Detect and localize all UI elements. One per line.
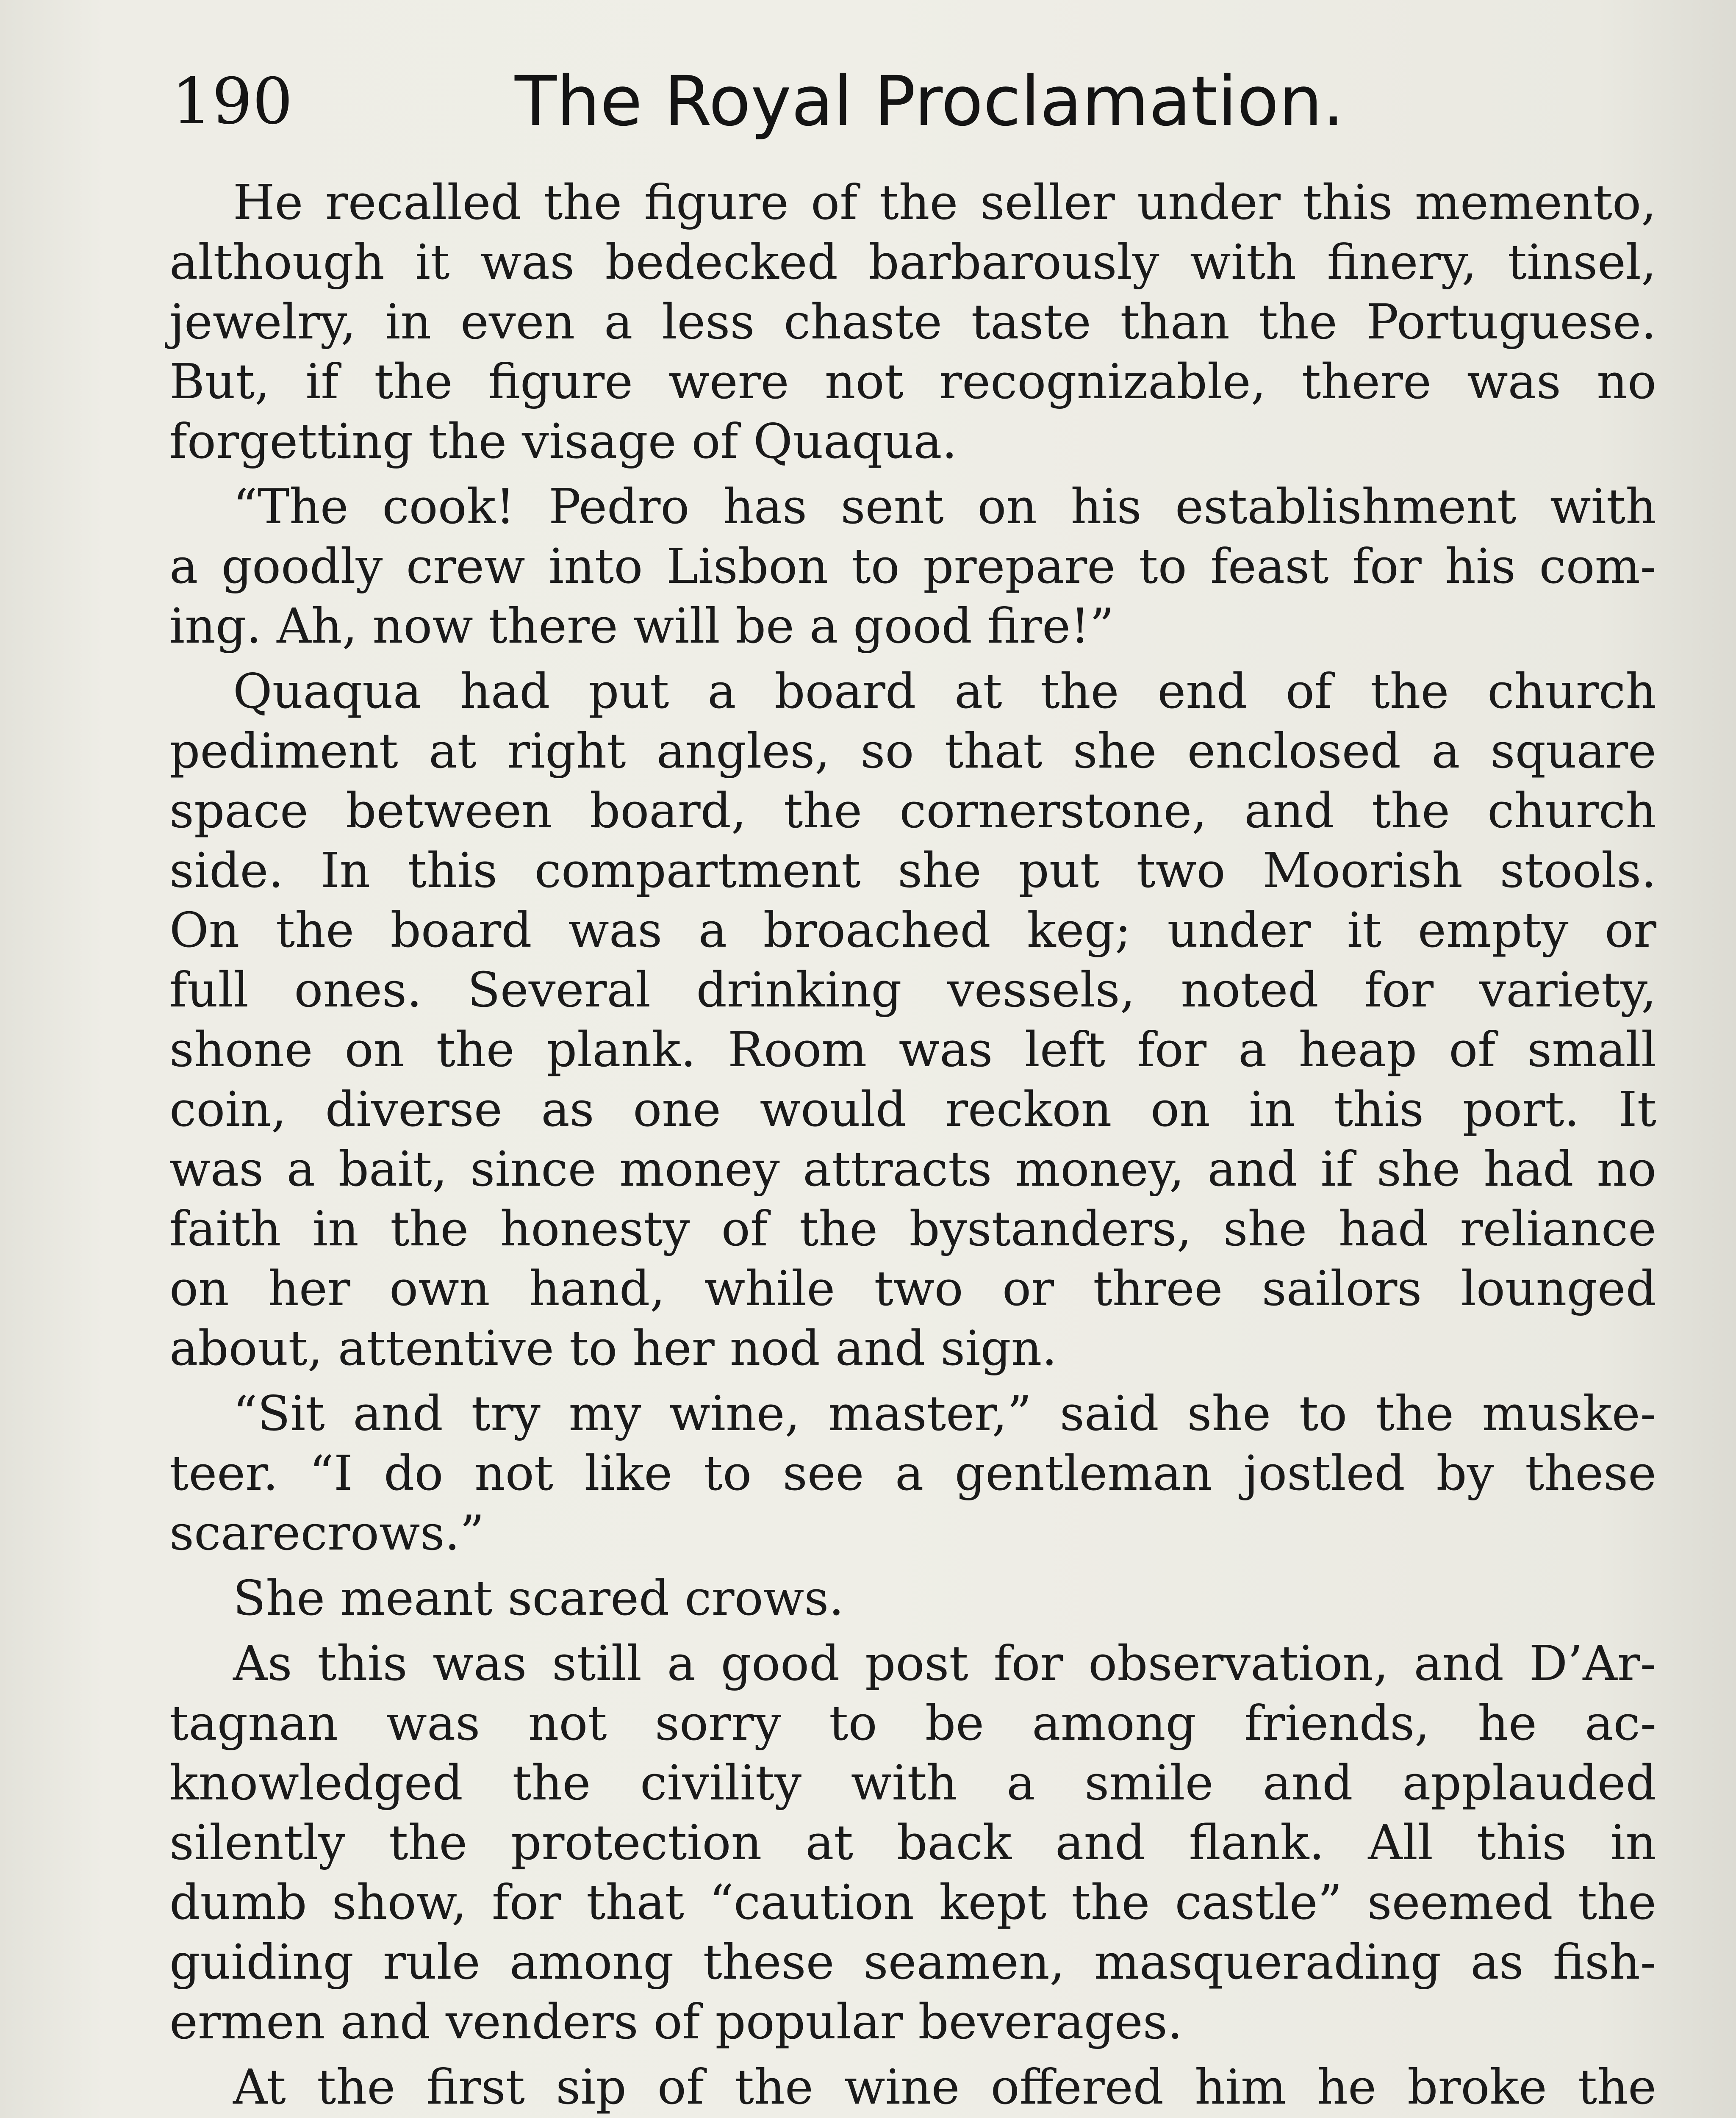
text-line: “The cook! Pedro has sent on his establishment with — [233, 479, 1656, 535]
text-line: As this was still a good post for observation, and D’Ar- — [233, 1636, 1656, 1691]
text-line: space between board, the cornerstone, and the church — [169, 783, 1656, 839]
paragraph-gap — [169, 471, 1656, 477]
paragraph-gap — [169, 1628, 1656, 1634]
running-title: The Royal Proclamation. — [515, 62, 1345, 141]
text-line: On the board was a broached keg; under it empty or — [169, 902, 1656, 958]
body-text — [169, 173, 1656, 2118]
text-line: He recalled the figure of the seller under this memento, — [233, 175, 1656, 230]
paragraph-gap — [169, 656, 1656, 662]
text-line: But, if the figure were not recognizable, there was no — [169, 354, 1656, 410]
paragraph-gap — [169, 1378, 1656, 1384]
paragraph-gap — [169, 1563, 1656, 1569]
text-line: about, attentive to her nod and sign. — [169, 1320, 1057, 1376]
text-line: scarecrows.” — [169, 1505, 485, 1561]
text-line: although it was bedecked barbarously with finery, tinsel, — [169, 234, 1656, 290]
text-line: on her own hand, while two or three sailors lounged — [169, 1261, 1656, 1317]
text-line: At the first sip of the wine offered him he broke the — [233, 2059, 1656, 2115]
text-line: pediment at right angles, so that she enclosed a square — [169, 723, 1656, 779]
text-line: side. In this compartment she put two Moorish stools. — [169, 843, 1656, 898]
text-line: guiding rule among these seamen, masquerading as fish- — [169, 1934, 1656, 1990]
text-line: was a bait, since money attracts money, and if she had no — [169, 1141, 1656, 1197]
text-line: full ones. Several drinking vessels, noted for variety, — [169, 962, 1656, 1018]
text-line: jewelry, in even a less chaste taste than the Portuguese. — [169, 294, 1656, 350]
text-line: She meant scared crows. — [233, 1570, 844, 1626]
text-line: coin, diverse as one would reckon on in this port. It — [169, 1081, 1656, 1137]
text-line: ermen and venders of popular beverages. — [169, 1994, 1183, 2050]
text-line: knowledged the civility with a smile and applauded — [169, 1755, 1656, 1811]
text-line: tagnan was not sorry to be among friends, he ac- — [169, 1695, 1656, 1751]
text-line: “Sit and try my wine, master,” said she to the muske- — [233, 1386, 1656, 1442]
text-line: ing. Ah, now there will be a good fire!” — [169, 598, 1115, 654]
text-line: silently the protection at back and flank. All this in — [169, 1815, 1656, 1871]
text-line: Quaqua had put a board at the end of the church — [233, 663, 1656, 719]
page-number: 190 — [172, 65, 293, 139]
text-line: forgetting the visage of Quaqua. — [169, 413, 957, 469]
text-line: faith in the honesty of the bystanders, she had reliance — [169, 1201, 1656, 1257]
text-line: teer. “I do not like to see a gentleman jostled by these — [169, 1445, 1656, 1501]
paragraph-gap — [169, 2052, 1656, 2057]
text-line: shone on the plank. Room was left for a heap of small — [169, 1022, 1656, 1078]
text-line: a goodly crew into Lisbon to prepare to feast for his com- — [169, 538, 1656, 594]
page-header — [172, 51, 1654, 144]
text-line: dumb show, for that “caution kept the castle” seemed the — [169, 1874, 1656, 1930]
